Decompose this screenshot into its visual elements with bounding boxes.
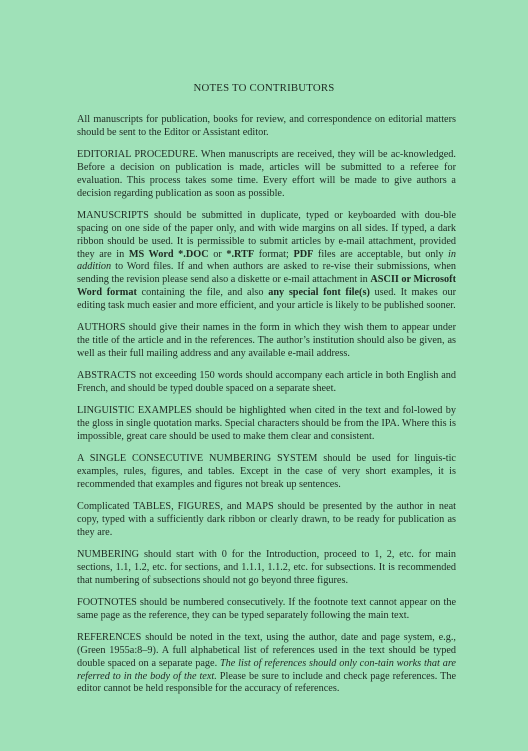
text-run: ASCII or Microsoft Word format [77, 274, 456, 299]
page-title: NOTES TO CONTRIBUTORS [193, 82, 335, 94]
text-run: to Word files. If and when authors are asked to re-vise their submissions, when sending the revision please send also a diskette or e-mail attachment in [77, 261, 456, 286]
text-run: The list of references should only con-tain works that are referred to in the body of the text. [77, 657, 456, 682]
text-run: AUTHORS should give their names in the form in which they wish them to appear under the title of the article and in the references. The author’s institution should also be given, as well as their full mailing address and any available e-mail address. [77, 322, 456, 360]
paragraph-authors [77, 322, 456, 361]
text-run: used. It makes our editing task much easier and more efficient, and your article is likely to be published sooner. [77, 287, 457, 312]
text-run: any special font file(s) [268, 287, 370, 299]
body-text [77, 114, 456, 706]
text-run: or [208, 248, 227, 260]
text-run: format; [254, 248, 294, 260]
paragraph-intro [77, 114, 456, 140]
paragraph-references [77, 632, 456, 697]
text-run: Complicated TABLES, FIGURES, and MAPS should be presented by the author in neat copy, typed with a sufficiently dark ribbon or clearly drawn, to be ready for publication as they are. [77, 500, 456, 538]
paragraph-abstracts [77, 370, 456, 396]
text-run: MANUSCRIPTS should be submitted in duplicate, typed or keyboarded with dou-ble spacing on one side of the paper only, and with wide margins on all sides. If typed, a dark ribbon should be used. It is permissible to submit articles by e-mail attachment, provided they are in [77, 209, 456, 260]
paragraph-numbering [77, 549, 456, 588]
paragraph-linguistic-examples [77, 405, 456, 444]
paragraph-editorial-procedure [77, 149, 456, 201]
paragraph-numbering-system [77, 453, 456, 492]
text-run: *.RTF [226, 248, 255, 260]
text-run: LINGUISTIC EXAMPLES should be highlighted when cited in the text and fol-lowed by the gloss in single quotation marks. Special characters should be from the IPA. Where this is impossible, great care should be used to make them clear and consistent. [77, 405, 456, 442]
text-run: MS Word *.DOC [128, 248, 209, 260]
text-run: REFERENCES should be noted in the text, using the author, date and page system, e.g., (Green 1955a:8–9). A full alphabetical list of references used in the text should be typed double spaced on a separate page. [77, 631, 456, 669]
text-run: ABSTRACTS not exceeding 150 words should accompany each article in both English and French, and should be typed double spaced on a separate sheet. [77, 370, 456, 395]
text-run: All manuscripts for publication, books for review, and correspondence on editorial matters should be sent to the Editor or Assistant editor. [77, 114, 456, 138]
text-run: Please be sure to include and check page references. The editor cannot be held responsible for the accuracy of references. [77, 670, 456, 695]
text-run: PDF [293, 248, 314, 260]
text-run: containing the file, and also [136, 287, 269, 299]
text-run: in addition [77, 248, 456, 273]
text-run: A SINGLE CONSECUTIVE NUMBERING SYSTEM should be used for linguis-tic examples, rules, figures, and tables. Except in the case of very short examples, it is recommended that examples and figures not break up sentences. [77, 453, 456, 490]
text-run: EDITORIAL PROCEDURE. When manuscripts are received, they will be ac-knowledged. Before a decision on publication is made, articles will be submitted to a referee for evaluation. This process takes some time. Every effort will be made to give authors a decision regarding publication as soon as possible. [77, 149, 456, 199]
paragraph-manuscripts [77, 210, 456, 313]
text-run: NUMBERING should start with 0 for the Introduction, proceed to 1, 2, etc. for main sections, 1.1, 1.2, etc. for sections, and 1.1.1, 1.1.2, etc. for subsections. It is recommended that numbering of subsections should not go beyond three figures. [77, 548, 456, 586]
paragraph-tables-figures-maps [77, 501, 456, 540]
text-run: files are acceptable, but only [313, 248, 449, 260]
text-run: FOOTNOTES should be numbered consecutively. If the footnote text cannot appear on the same page as the reference, they can be typed separately following the main text. [77, 596, 456, 621]
paragraph-footnotes [77, 597, 456, 623]
